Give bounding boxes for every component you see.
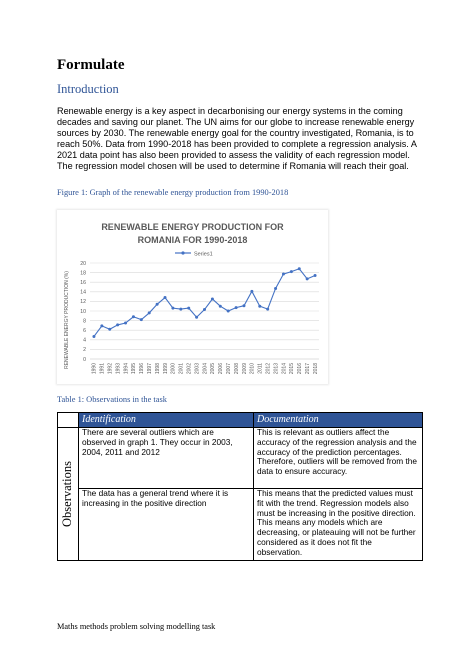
- x-tick-label: 2004: [202, 363, 209, 375]
- data-point: [235, 306, 238, 309]
- chart-title-line2: ROMANIA FOR 1990-2018: [137, 235, 248, 245]
- table-corner-cell: [58, 413, 79, 428]
- x-tick-label: 1990: [91, 363, 98, 375]
- data-point: [195, 316, 198, 319]
- data-point: [100, 324, 103, 327]
- data-point: [266, 308, 269, 311]
- x-tick-label: 2016: [297, 363, 304, 375]
- data-point: [274, 287, 277, 290]
- x-tick-label: 1994: [123, 363, 130, 375]
- x-tick-labels: [92, 363, 319, 374]
- page-footer: Maths methods problem solving modelling task: [57, 622, 216, 631]
- x-tick-label: 2012: [265, 363, 272, 375]
- x-tick-label: 2014: [281, 363, 288, 375]
- observations-table: [57, 412, 423, 561]
- y-tick-label: 12: [80, 299, 86, 306]
- data-point: [242, 304, 245, 307]
- chart-legend: [175, 251, 213, 257]
- identification-cell: The data has a general trend where it is increasing in the positive direction: [79, 489, 254, 561]
- data-point: [179, 308, 182, 311]
- x-tick-label: 2009: [241, 363, 248, 375]
- y-tick-label: 0: [83, 356, 86, 363]
- y-tick-label: 10: [80, 308, 86, 315]
- section-subheading: Introduction: [57, 82, 119, 96]
- figure-caption: Figure 1: Graph of the renewable energy production from 1990-2018: [57, 188, 289, 197]
- data-point: [132, 315, 135, 318]
- documentation-cell: This means that the predicted values must fit with the trend. Regression models also must be increasing in the positive direction. This means any models which are decreasing, or plateauing will not be further considered as it does not fit the observation.: [254, 489, 423, 561]
- data-point: [203, 308, 206, 311]
- data-point: [148, 311, 151, 314]
- data-point: [298, 267, 301, 270]
- series-polyline: [94, 269, 315, 337]
- table-row: [58, 489, 423, 561]
- y-tick-labels: [80, 261, 86, 363]
- data-point: [164, 296, 167, 299]
- identification-cell: There are several outliers which are observed in graph 1. They occur in 2003, 2004, 2011 and 2012: [79, 428, 254, 489]
- row-header-observations: Observations: [60, 460, 75, 527]
- intro-paragraph: Renewable energy is a key aspect in decarbonising our energy systems in the coming decades and saving our planet. The UN aims for our globe to increase renewable energy sources by 2030. The renewable energy goal for the country investigated, Romania, is to reach 50%. Data from 1990-2018 has been provided to complete a regression analysis. A 2021 data point has also been provided to assess the validity of each regression model. The regression model chosen will be used to determine if Romania will reach their goal.: [57, 106, 417, 172]
- data-point: [140, 318, 143, 321]
- data-point: [156, 303, 159, 306]
- data-point: [92, 335, 95, 338]
- y-tick-label: 14: [80, 289, 86, 296]
- legend-marker: [181, 251, 184, 254]
- x-tick-label: 2007: [225, 363, 232, 375]
- y-tick-label: 20: [80, 260, 86, 267]
- x-tick-label: 2015: [289, 363, 296, 375]
- table-caption: Table 1: Observations in the task: [57, 395, 167, 404]
- table-row: [58, 428, 423, 489]
- y-tick-label: 6: [83, 328, 86, 334]
- x-tick-label: 2013: [273, 363, 280, 375]
- data-point: [219, 305, 222, 308]
- data-point: [116, 323, 119, 326]
- table-header-row: [58, 413, 423, 428]
- data-point: [250, 290, 253, 293]
- data-point: [306, 277, 309, 280]
- data-point: [258, 305, 261, 308]
- header-identification: Identification: [79, 413, 254, 428]
- x-tick-label: 2003: [194, 363, 201, 375]
- x-tick-label: 2005: [210, 363, 217, 375]
- row-header-cell: [58, 428, 79, 561]
- x-tick-label: 2002: [186, 363, 193, 375]
- x-tick-label: 2017: [304, 363, 311, 375]
- data-point: [211, 298, 214, 301]
- x-tick-label: 2018: [312, 363, 319, 375]
- y-tick-label: 16: [80, 280, 86, 286]
- y-tick-label: 4: [83, 337, 86, 344]
- x-tick-label: 2011: [257, 363, 264, 374]
- legend-label: Series1: [194, 251, 213, 258]
- x-tick-label: 1995: [131, 363, 138, 375]
- x-tick-label: 2001: [178, 363, 185, 375]
- x-tick-label: 1998: [154, 363, 161, 375]
- x-tick-label: 1999: [162, 363, 169, 375]
- data-point: [282, 273, 285, 276]
- y-tick-label: 18: [80, 270, 86, 277]
- x-tick-label: 1996: [139, 363, 146, 375]
- header-documentation: Documentation: [254, 413, 423, 428]
- data-point: [124, 322, 127, 325]
- x-tick-label: 2010: [249, 363, 256, 375]
- data-point: [290, 270, 293, 273]
- renewable-energy-chart: [57, 210, 328, 384]
- y-axis-label: RENEWABLE ENERGY PRODUCTION (%): [64, 271, 70, 369]
- x-tick-label: 2008: [233, 363, 240, 375]
- y-tick-label: 8: [83, 318, 86, 325]
- x-tick-label: 1992: [107, 363, 114, 375]
- x-tick-label: 1993: [115, 363, 122, 375]
- data-point: [227, 310, 230, 313]
- y-tick-label: 2: [83, 347, 86, 354]
- chart-title-line1: RENEWABLE ENERGY PRODUCTION FOR: [101, 222, 284, 232]
- data-point: [187, 307, 190, 310]
- section-heading: Formulate: [57, 57, 125, 73]
- series-line: [92, 267, 316, 338]
- data-point: [314, 274, 317, 277]
- data-point: [171, 307, 174, 310]
- chart-canvas: [57, 210, 328, 384]
- x-tick-label: 2000: [170, 363, 177, 375]
- data-point: [108, 328, 111, 331]
- x-tick-label: 1991: [99, 363, 106, 375]
- x-tick-label: 2006: [218, 363, 225, 375]
- documentation-cell: This is relevant as outliers affect the accuracy of the regression analysis and the accuracy of the prediction percentages. Therefore, outliers will be removed from the data to ensure accuracy.: [254, 428, 423, 489]
- x-tick-label: 1997: [147, 363, 154, 375]
